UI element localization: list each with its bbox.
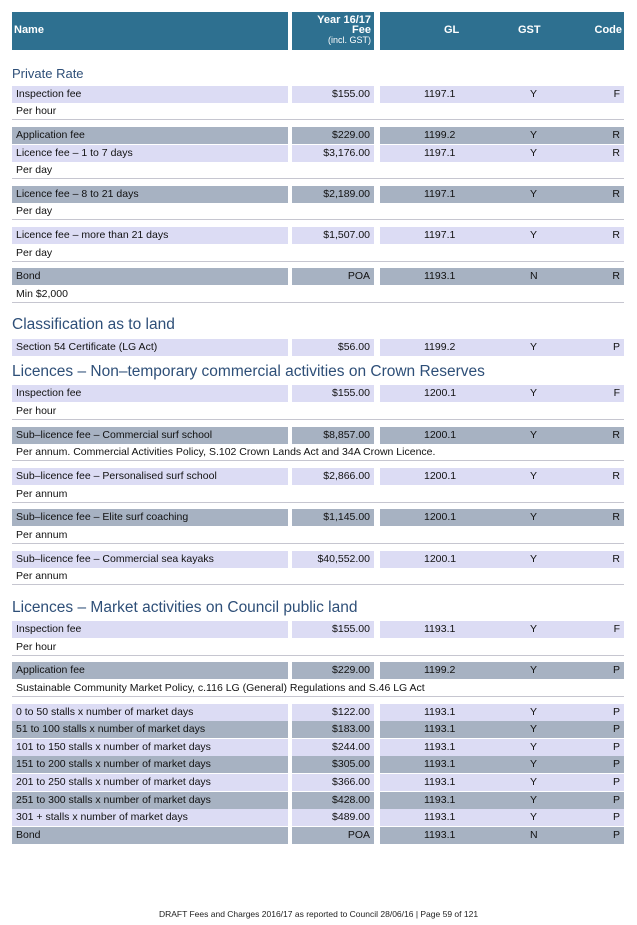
row-note: Per hour [12, 103, 624, 120]
header-codes [380, 12, 624, 50]
fee-codes [380, 227, 624, 244]
fee-codes [380, 468, 624, 485]
fee-codes [380, 774, 624, 791]
fee-name: Licence fee – 1 to 7 days [12, 145, 288, 162]
gst-flag: Y [530, 776, 538, 788]
pricing-code: P [612, 758, 620, 770]
fee-codes [380, 86, 624, 103]
fee-name: 151 to 200 stalls x number of market days [12, 756, 288, 773]
gl-code: 1193.1 [424, 723, 456, 735]
fee-codes [380, 268, 624, 285]
fee-amount: POA [292, 827, 374, 844]
table-row [12, 792, 624, 809]
gl-code: 1193.1 [424, 706, 456, 718]
pricing-code: P [612, 723, 620, 735]
fee-codes [380, 809, 624, 826]
fee-name: Inspection fee [12, 621, 288, 638]
pricing-code: P [612, 794, 620, 806]
gl-code: 1193.1 [424, 829, 456, 841]
row-note: Per hour [12, 403, 624, 420]
pricing-code: R [612, 429, 620, 441]
gl-code: 1193.1 [424, 758, 456, 770]
header-fee-line1: Year 16/17 [317, 14, 371, 26]
pricing-code: R [612, 270, 620, 282]
fee-name: Application fee [12, 127, 288, 144]
gst-flag: Y [530, 511, 538, 523]
fee-codes [380, 339, 624, 356]
pricing-code: F [613, 623, 620, 635]
fee-name: 101 to 150 stalls x number of market days [12, 739, 288, 756]
fee-codes [380, 145, 624, 162]
gl-code: 1193.1 [424, 811, 456, 823]
table-row [12, 827, 624, 844]
fee-amount: $155.00 [292, 621, 374, 638]
fee-amount: $8,857.00 [292, 427, 374, 444]
fee-amount: POA [292, 268, 374, 285]
table-row [12, 127, 624, 144]
page-footer: DRAFT Fees and Charges 2016/17 as reported to Council 28/06/16 | Page 59 of 121 [158, 909, 479, 919]
row-note: Per day [12, 203, 624, 220]
row-note: Per annum. Commercial Activities Policy, S.102 Crown Lands Act and 34A Crown Licence. [12, 444, 624, 461]
fee-codes [380, 756, 624, 773]
table-row [12, 145, 624, 162]
table-row [12, 662, 624, 679]
fee-amount: $244.00 [292, 739, 374, 756]
fee-amount: $40,552.00 [292, 551, 374, 568]
header-gst: GST [518, 24, 541, 36]
gst-flag: Y [530, 794, 538, 806]
fee-codes [380, 427, 624, 444]
pricing-code: R [612, 553, 620, 565]
gl-code: 1200.1 [424, 429, 457, 441]
gl-code: 1199.2 [424, 341, 456, 353]
fee-amount: $2,189.00 [292, 186, 374, 203]
gl-code: 1200.1 [424, 511, 457, 523]
header-fee [292, 12, 374, 50]
gst-flag: N [530, 829, 538, 841]
fee-name: Section 54 Certificate (LG Act) [12, 339, 288, 356]
gl-code: 1193.1 [424, 776, 456, 788]
fee-name: 301 + stalls x number of market days [12, 809, 288, 826]
fee-codes [380, 509, 624, 526]
fee-name: 51 to 100 stalls x number of market days [12, 721, 288, 738]
pricing-code: R [612, 129, 620, 141]
pricing-code: F [613, 88, 620, 100]
fee-amount: $2,866.00 [292, 468, 374, 485]
row-note: Per hour [12, 639, 624, 656]
pricing-code: F [613, 387, 620, 399]
fee-amount: $305.00 [292, 756, 374, 773]
gst-flag: Y [530, 470, 538, 482]
header-name: Name [12, 12, 288, 50]
fee-name: Licence fee – 8 to 21 days [12, 186, 288, 203]
fee-codes [380, 792, 624, 809]
gl-code: 1197.1 [424, 147, 456, 159]
table-row [12, 621, 624, 638]
section-classification: Classification as to land [12, 316, 175, 333]
table-row [12, 339, 624, 356]
table-row [12, 756, 624, 773]
fee-codes [380, 127, 624, 144]
fee-amount: $366.00 [292, 774, 374, 791]
fee-amount: $122.00 [292, 704, 374, 721]
table-header [12, 12, 624, 50]
fee-amount: $489.00 [292, 809, 374, 826]
pricing-code: P [612, 664, 620, 676]
gst-flag: Y [530, 623, 538, 635]
table-row [12, 385, 624, 402]
gl-code: 1199.2 [424, 129, 456, 141]
table-row [12, 739, 624, 756]
table-row [12, 186, 624, 203]
gst-flag: Y [530, 341, 538, 353]
fee-codes [380, 704, 624, 721]
table-row [12, 509, 624, 526]
fee-name: Inspection fee [12, 86, 288, 103]
section-non-temporary: Licences – Non–temporary commercial activities on Crown Reserves [12, 363, 485, 380]
gl-code: 1199.2 [424, 664, 456, 676]
header-gl: GL [444, 24, 460, 36]
table-row [12, 468, 624, 485]
gl-code: 1197.1 [424, 229, 456, 241]
table-row [12, 86, 624, 103]
gst-flag: Y [530, 741, 538, 753]
gst-flag: Y [530, 188, 538, 200]
fee-codes [380, 827, 624, 844]
pricing-code: P [612, 776, 620, 788]
gst-flag: Y [530, 664, 538, 676]
section-private-rate: Private Rate [12, 66, 84, 81]
fee-amount: $229.00 [292, 662, 374, 679]
gst-flag: Y [530, 147, 538, 159]
row-note: Per day [12, 162, 624, 179]
fee-amount: $3,176.00 [292, 145, 374, 162]
gl-code: 1197.1 [424, 88, 456, 100]
fee-codes [380, 739, 624, 756]
table-row [12, 704, 624, 721]
gst-flag: N [530, 270, 538, 282]
pricing-code: P [612, 829, 620, 841]
gl-code: 1197.1 [424, 188, 456, 200]
gl-code: 1193.1 [424, 623, 456, 635]
row-note: Per annum [12, 568, 624, 585]
table-row [12, 268, 624, 285]
fee-name: Sub–licence fee – Elite surf coaching [12, 509, 288, 526]
fee-name: Bond [12, 827, 288, 844]
fee-name: Application fee [12, 662, 288, 679]
row-note: Sustainable Community Market Policy, c.116 LG (General) Regulations and S.46 LG Act [12, 680, 624, 697]
fee-name: Inspection fee [12, 385, 288, 402]
header-code: Code [594, 24, 622, 36]
gst-flag: Y [530, 758, 538, 770]
table-row [12, 809, 624, 826]
gl-code: 1200.1 [424, 387, 457, 399]
section-market: Licences – Market activities on Council public land [12, 599, 358, 616]
header-fee-line2: Fee [352, 24, 371, 36]
fee-name: Licence fee – more than 21 days [12, 227, 288, 244]
gst-flag: Y [530, 129, 538, 141]
row-note: Per annum [12, 486, 624, 503]
header-fee-line3: (incl. GST) [327, 35, 371, 45]
gl-code: 1193.1 [424, 741, 456, 753]
fee-codes [380, 621, 624, 638]
table-row [12, 427, 624, 444]
pricing-code: R [612, 188, 620, 200]
fee-codes [380, 662, 624, 679]
fee-amount: $183.00 [292, 721, 374, 738]
row-note: Per day [12, 245, 624, 262]
fee-name: 201 to 250 stalls x number of market days [12, 774, 288, 791]
fee-name: Sub–licence fee – Commercial surf school [12, 427, 288, 444]
fee-codes [380, 186, 624, 203]
gst-flag: Y [530, 706, 538, 718]
table-row [12, 551, 624, 568]
fee-amount: $229.00 [292, 127, 374, 144]
fee-amount: $155.00 [292, 86, 374, 103]
pricing-code: R [612, 229, 620, 241]
fee-amount: $56.00 [292, 339, 374, 356]
fee-name: Sub–licence fee – Personalised surf school [12, 468, 288, 485]
pricing-code: P [612, 706, 620, 718]
gl-code: 1193.1 [424, 270, 456, 282]
gst-flag: Y [530, 723, 538, 735]
gst-flag: Y [530, 429, 538, 441]
gl-code: 1200.1 [424, 470, 457, 482]
fee-name: Sub–licence fee – Commercial sea kayaks [12, 551, 288, 568]
table-row [12, 227, 624, 244]
fee-codes [380, 551, 624, 568]
pricing-code: P [612, 341, 620, 353]
table-row [12, 721, 624, 738]
gl-code: 1200.1 [424, 553, 457, 565]
pricing-code: P [612, 741, 620, 753]
pricing-code: R [612, 511, 620, 523]
fee-codes [380, 385, 624, 402]
table-row [12, 774, 624, 791]
fee-amount: $428.00 [292, 792, 374, 809]
fee-amount: $155.00 [292, 385, 374, 402]
fee-name: 0 to 50 stalls x number of market days [12, 704, 288, 721]
gst-flag: Y [530, 811, 538, 823]
fee-amount: $1,507.00 [292, 227, 374, 244]
gst-flag: Y [530, 88, 538, 100]
row-note: Per annum [12, 527, 624, 544]
pricing-code: R [612, 470, 620, 482]
pricing-code: R [612, 147, 620, 159]
fee-amount: $1,145.00 [292, 509, 374, 526]
pricing-code: P [612, 811, 620, 823]
row-note: Min $2,000 [12, 286, 624, 303]
fee-codes [380, 721, 624, 738]
fee-name: 251 to 300 stalls x number of market days [12, 792, 288, 809]
gst-flag: Y [530, 229, 538, 241]
gst-flag: Y [530, 387, 538, 399]
gl-code: 1193.1 [424, 794, 456, 806]
gst-flag: Y [530, 553, 538, 565]
fee-name: Bond [12, 268, 288, 285]
